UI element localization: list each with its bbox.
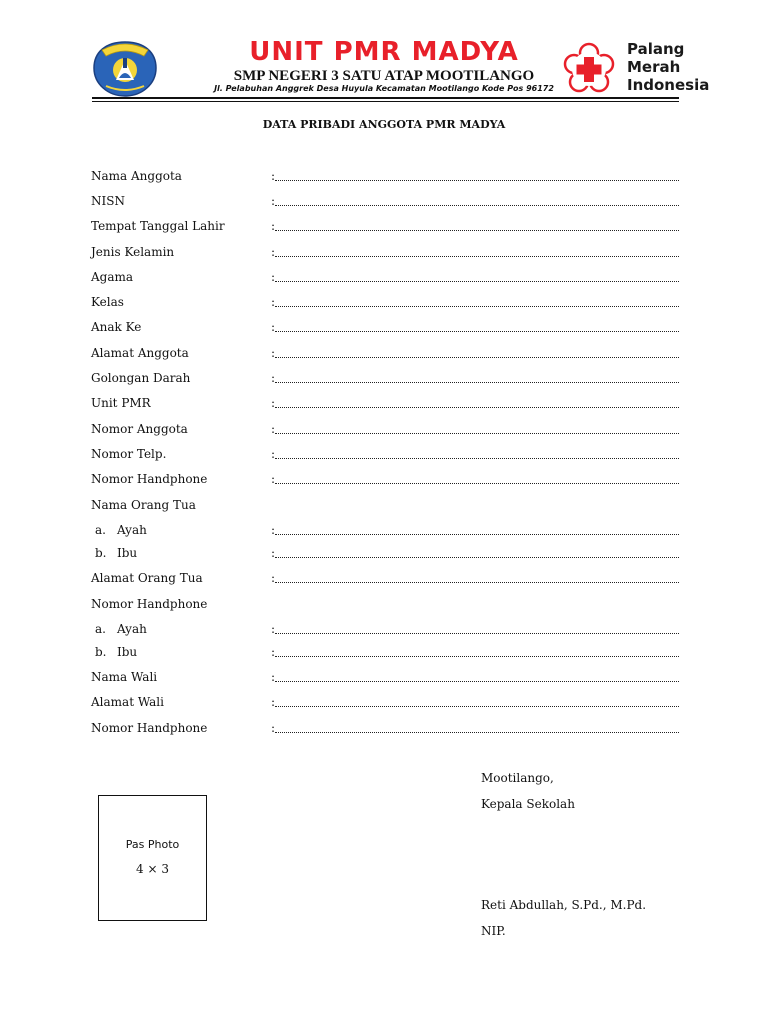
field-fill-line[interactable] — [275, 205, 679, 206]
field-label: Tempat Tanggal Lahir — [91, 219, 225, 233]
field-fill-line[interactable] — [275, 382, 679, 383]
field-colon: : — [271, 571, 276, 585]
field-sub-letter: a. — [95, 523, 106, 537]
field-label: Nama Orang Tua — [91, 498, 196, 512]
field-fill-line[interactable] — [275, 256, 679, 257]
form-row — [91, 470, 681, 488]
field-colon: : — [271, 622, 276, 636]
field-fill-line[interactable] — [275, 458, 679, 459]
form-row — [91, 243, 681, 261]
field-label: Nomor Handphone — [91, 597, 208, 611]
signature-name: Reti Abdullah, S.Pd., M.Pd. — [481, 898, 647, 912]
field-label: Ayah — [117, 622, 147, 636]
field-label: Nomor Telp. — [91, 447, 167, 461]
field-label: Nama Wali — [91, 670, 158, 684]
field-colon: : — [271, 670, 276, 684]
field-label: Unit PMR — [91, 396, 151, 410]
field-fill-line[interactable] — [275, 433, 679, 434]
field-sub-letter: a. — [95, 622, 106, 636]
field-colon: : — [271, 645, 276, 659]
field-label: Nama Anggota — [91, 169, 182, 183]
field-colon: : — [271, 245, 276, 259]
field-fill-line[interactable] — [275, 534, 679, 535]
form-row — [91, 719, 681, 737]
form-row — [91, 496, 681, 514]
field-colon: : — [271, 422, 276, 436]
form-row — [91, 643, 681, 661]
field-colon: : — [271, 396, 276, 410]
field-fill-line[interactable] — [275, 706, 679, 707]
field-fill-line[interactable] — [275, 557, 679, 558]
field-label: Nomor Handphone — [91, 472, 208, 486]
field-label: Alamat Orang Tua — [91, 571, 203, 585]
field-fill-line[interactable] — [275, 230, 679, 231]
field-colon: : — [271, 219, 276, 233]
field-label: Ibu — [117, 645, 138, 659]
field-label: Kelas — [91, 295, 124, 309]
field-colon: : — [271, 270, 276, 284]
form-row — [91, 569, 681, 587]
field-label: Ibu — [117, 546, 138, 560]
form-row — [91, 344, 681, 362]
field-fill-line[interactable] — [275, 656, 679, 657]
field-fill-line[interactable] — [275, 483, 679, 484]
field-colon: : — [271, 371, 276, 385]
field-label: Agama — [91, 270, 134, 284]
field-colon: : — [271, 721, 276, 735]
form-row — [91, 620, 681, 638]
field-colon: : — [271, 169, 276, 183]
form-row — [91, 595, 681, 613]
photo-label: Pas Photo — [125, 838, 180, 851]
signature-place: Mootilango, — [481, 771, 554, 785]
form-title: DATA PRIBADI ANGGOTA PMR MADYA — [262, 118, 506, 131]
field-fill-line[interactable] — [275, 281, 679, 282]
school-name: SMP NEGERI 3 SATU ATAP MOOTILANGO — [233, 68, 535, 84]
unit-title: UNIT PMR MADYA — [249, 37, 519, 67]
pmi-line-2: Merah — [627, 58, 681, 76]
field-colon: : — [271, 346, 276, 360]
form-row — [91, 369, 681, 387]
field-colon: : — [271, 194, 276, 208]
red-cross-logo-icon — [561, 42, 617, 96]
field-fill-line[interactable] — [275, 681, 679, 682]
signature-position: Kepala Sekolah — [481, 797, 575, 811]
field-colon: : — [271, 695, 276, 709]
form-row — [91, 217, 681, 235]
field-colon: : — [271, 295, 276, 309]
form-row — [91, 268, 681, 286]
header-rule-thick — [92, 97, 679, 99]
field-fill-line[interactable] — [275, 180, 679, 181]
field-fill-line[interactable] — [275, 633, 679, 634]
form-row — [91, 445, 681, 463]
field-label: Nomor Handphone — [91, 721, 208, 735]
field-label: Ayah — [117, 523, 147, 537]
form-row — [91, 521, 681, 539]
field-label: Nomor Anggota — [91, 422, 188, 436]
form-row — [91, 693, 681, 711]
field-sub-letter: b. — [95, 645, 107, 659]
field-colon: : — [271, 546, 276, 560]
form-row — [91, 420, 681, 438]
form-row — [91, 167, 681, 185]
tut-wuri-handayani-logo-icon — [92, 40, 158, 98]
pmi-wordmark — [627, 40, 709, 94]
form-row — [91, 318, 681, 336]
pmi-line-3: Indonesia — [627, 76, 710, 94]
form-row — [91, 394, 681, 412]
form-row — [91, 293, 681, 311]
field-fill-line[interactable] — [275, 357, 679, 358]
field-colon: : — [271, 472, 276, 486]
field-fill-line[interactable] — [275, 306, 679, 307]
field-label: Golongan Darah — [91, 371, 191, 385]
field-sub-letter: b. — [95, 546, 107, 560]
form-row — [91, 192, 681, 210]
field-fill-line[interactable] — [275, 582, 679, 583]
field-label: Alamat Wali — [91, 695, 164, 709]
field-fill-line[interactable] — [275, 331, 679, 332]
field-colon: : — [271, 447, 276, 461]
header-rule-thin — [92, 101, 679, 102]
field-colon: : — [271, 523, 276, 537]
school-address: Jl. Pelabuhan Anggrek Desa Huyula Kecamatan Mootilango Kode Pos 96172 — [214, 84, 554, 93]
field-label: NISN — [91, 194, 125, 208]
photo-size: 4 × 3 — [136, 862, 169, 876]
field-fill-line[interactable] — [275, 407, 679, 408]
photo-box — [98, 795, 207, 921]
signature-nip: NIP. — [481, 924, 506, 938]
field-colon: : — [271, 320, 276, 334]
form-row — [91, 544, 681, 562]
pmi-line-1: Palang — [627, 40, 685, 58]
field-label: Alamat Anggota — [91, 346, 189, 360]
field-label: Anak Ke — [91, 320, 142, 334]
field-label: Jenis Kelamin — [91, 245, 175, 259]
field-fill-line[interactable] — [275, 732, 679, 733]
form-row — [91, 668, 681, 686]
